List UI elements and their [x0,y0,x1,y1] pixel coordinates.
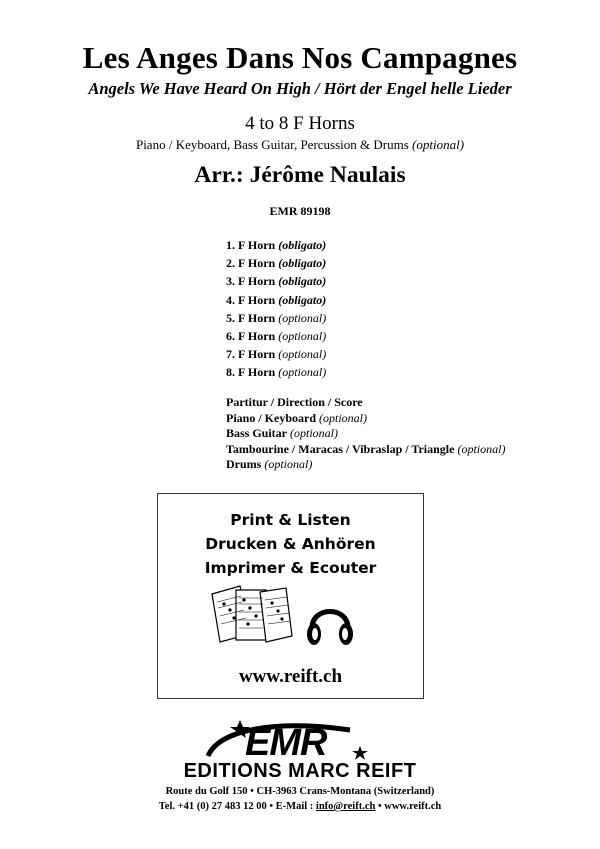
part-qualifier: (optional) [278,365,327,380]
part-qualifier: (obligato) [278,238,327,252]
catalog-number: EMR 89198 [269,204,331,218]
contact-prefix: Tel. +41 (0) 27 483 12 00 • E-Mail : [158,801,316,812]
part-qualifier: (obligato) [278,274,327,289]
page-title: Les Anges Dans Nos Campagnes [82,40,518,75]
list-item [226,411,505,427]
list-item [226,395,505,411]
part-qualifier: (obligato) [278,292,327,307]
part-qualifier: (optional) [278,310,327,325]
list-item [226,254,326,272]
extra-name: Bass Guitar [226,426,288,440]
extra-name: Tambourine / Maracas / Vibraslap / Triangle [226,441,455,456]
list-item [226,327,326,345]
list-item [226,363,326,381]
subtitle: Angels We Have Heard On High / Hört der Engel helle Lieder [88,79,512,98]
list-item [226,442,505,458]
list-item [226,426,505,442]
part-qualifier: (optional) [278,329,327,344]
publisher-name: EDITIONS MARC REIFT [183,760,417,782]
list-item [226,345,326,363]
list-item [226,272,326,290]
part-qualifier: (obligato) [278,256,327,271]
email-link[interactable]: info@reift.ch [315,801,376,812]
extra-qualifier: (optional) [264,457,313,471]
emr-logo-text: EMR [245,722,327,764]
arranger: Arr.: Jérôme Naulais [194,162,406,188]
contact-suffix: • www.reift.ch [375,801,442,812]
part-qualifier: (optional) [278,347,327,362]
print-listen-box [157,493,424,699]
print-listen-line: Imprimer & Ecouter [204,559,377,577]
website-url[interactable]: www.reift.ch [238,666,343,687]
part-name: 6. F Horn [226,329,276,344]
sheet-music-icon [208,584,294,646]
accompaniment-text: Piano / Keyboard, Bass Guitar, Percussion & Drums [135,137,413,152]
instrumentation: 4 to 8 F Horns [245,113,355,134]
extra-qualifier: (optional) [290,426,339,440]
accompaniment-qualifier: (optional) [412,137,465,152]
print-listen-line: Drucken & Anhören [205,535,376,553]
part-name: 3. F Horn [226,274,276,289]
extras-list [226,395,505,473]
extra-name: Piano / Keyboard [226,410,317,425]
parts-list [226,236,326,382]
list-item [226,309,326,327]
publisher-address: Route du Golf 150 • CH-3963 Crans-Montana (Switzerland) [165,786,435,797]
list-item [226,291,326,309]
part-name: 2. F Horn [226,256,276,271]
print-listen-line: Print & Listen [230,511,351,529]
part-name: 4. F Horn [226,292,276,307]
list-item [226,457,505,473]
extra-name: Drums [226,457,262,471]
part-name: 7. F Horn [226,347,276,362]
part-name: 5. F Horn [226,310,276,325]
accompaniment [0,137,600,153]
list-item [226,236,326,254]
extra-qualifier: (optional) [319,410,368,425]
publisher-contact [0,801,600,812]
part-name: 1. F Horn [226,238,276,252]
extra-name: Partitur / Direction / Score [226,395,363,409]
headphones-icon [304,594,356,650]
part-name: 8. F Horn [226,365,276,380]
extra-qualifier: (optional) [457,441,506,456]
print-listen-lines [158,508,423,580]
